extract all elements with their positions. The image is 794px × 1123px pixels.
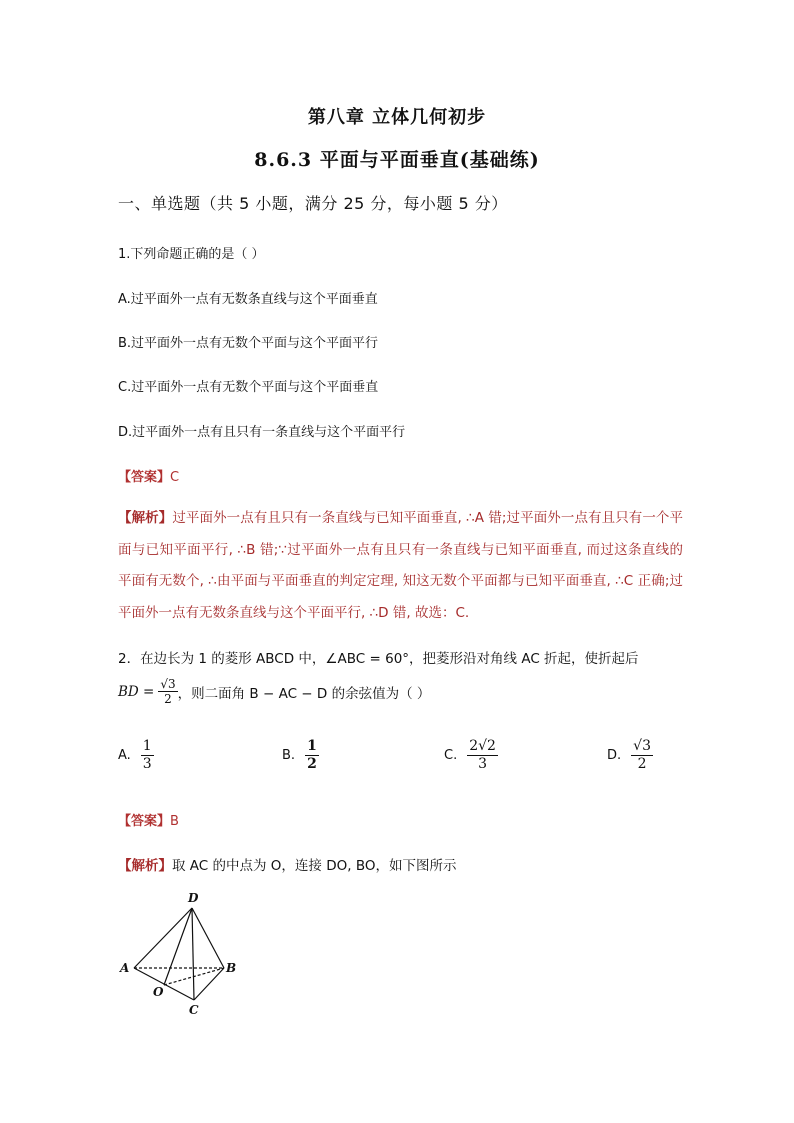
q2-explanation — [118, 854, 456, 874]
q2-explain-tag: 【解析】 — [118, 858, 172, 874]
label-c: C — [189, 1003, 199, 1017]
q2-stem-rest: ，则二面角 B − AC − D 的余弦值为（ ） — [177, 685, 431, 702]
q2-bd-fraction — [158, 677, 177, 706]
q2-bd-num: √3 — [160, 677, 176, 691]
label-a: A — [120, 961, 130, 975]
label-d: D — [188, 891, 199, 905]
q2-option-a-label: A. — [118, 748, 131, 763]
q2-option-c-fraction — [467, 738, 498, 773]
q2-option-a — [118, 738, 154, 773]
q1-option-c: C.过平面外一点有无数个平面与这个平面垂直 — [118, 380, 379, 395]
q2-option-b-num: 1 — [307, 738, 317, 754]
q2-option-d — [607, 738, 653, 773]
q2-bd-label: BD = — [118, 683, 155, 700]
q1-stem: 1.下列命题正确的是（ ） — [118, 247, 265, 262]
label-b: B — [226, 961, 237, 975]
q1-option-d: D.过平面外一点有且只有一条直线与这个平面平行 — [118, 425, 406, 440]
q2-option-c-den: 3 — [478, 756, 488, 772]
lesson-title: 8.6.3 平面与平面垂直(基础练) — [254, 149, 540, 171]
q2-answer-value: B — [170, 814, 179, 829]
q2-option-c — [444, 738, 498, 773]
q2-option-d-den: 2 — [637, 756, 647, 772]
q1-explain-text: 过平面外一点有且只有一条直线与已知平面垂直, ∴A 错;过平面外一点有且只有一个平面与已知平面平行, ∴B 错;∵过平面外一点有且只有一条直线与已知平面垂直, 而过这条直线的平面有无数个, ∴由平面与平面垂直的判定定理, 知这无数个平面都与已知平面垂直, ∴C 正确;过平面外一点有无数条直线与这个平面平行, ∴D 错, 故选：C. — [118, 510, 684, 621]
q1-explanation — [118, 503, 683, 629]
edge-db — [192, 908, 224, 968]
tetrahedron-figure — [112, 888, 252, 1018]
q1-option-b: B.过平面外一点有无数个平面与这个平面平行 — [118, 336, 379, 351]
q2-option-a-fraction — [141, 738, 154, 773]
q2-option-b-label: B. — [282, 748, 296, 763]
edge-da — [134, 908, 192, 968]
q2-option-b — [282, 738, 319, 773]
q2-stem-line2 — [118, 677, 430, 706]
q2-answer-tag: 【答案】 — [118, 814, 171, 829]
q2-option-b-den: 2 — [307, 756, 317, 772]
q2-option-c-label: C. — [444, 748, 458, 763]
edge-do — [164, 908, 192, 985]
q1-option-a: A.过平面外一点有无数条直线与这个平面垂直 — [118, 292, 378, 307]
q2-option-a-num: 1 — [142, 738, 152, 754]
q2-explain-text: 取 AC 的中点为 O，连接 DO, BO，如下图所示 — [172, 858, 457, 874]
q2-option-c-num: 2√2 — [469, 738, 496, 754]
q2-option-b-fraction — [305, 738, 319, 773]
q2-bd-den: 2 — [164, 692, 172, 706]
q2-option-d-num: √3 — [633, 738, 651, 754]
edge-dc — [192, 908, 194, 1000]
q2-answer — [118, 810, 179, 829]
q1-answer-tag: 【答案】 — [118, 470, 171, 485]
chapter-title: 第八章 立体几何初步 — [307, 107, 487, 128]
q2-option-a-den: 3 — [142, 756, 152, 772]
q1-explain-tag: 【解析】 — [118, 510, 173, 526]
label-o: O — [153, 985, 164, 999]
q2-option-d-fraction — [631, 738, 653, 773]
q2-stem-line1: 2．在边长为 1 的菱形 ABCD 中，∠ABC = 60°，把菱形沿对角线 AC 折起，使折起后 — [118, 651, 639, 667]
q1-answer-value: C — [170, 470, 180, 485]
q1-answer — [118, 466, 179, 485]
q2-option-d-label: D. — [607, 748, 622, 763]
section-heading: 一、单选题（共 5 小题，满分 25 分，每小题 5 分） — [118, 194, 508, 213]
edge-ac — [134, 968, 194, 1000]
